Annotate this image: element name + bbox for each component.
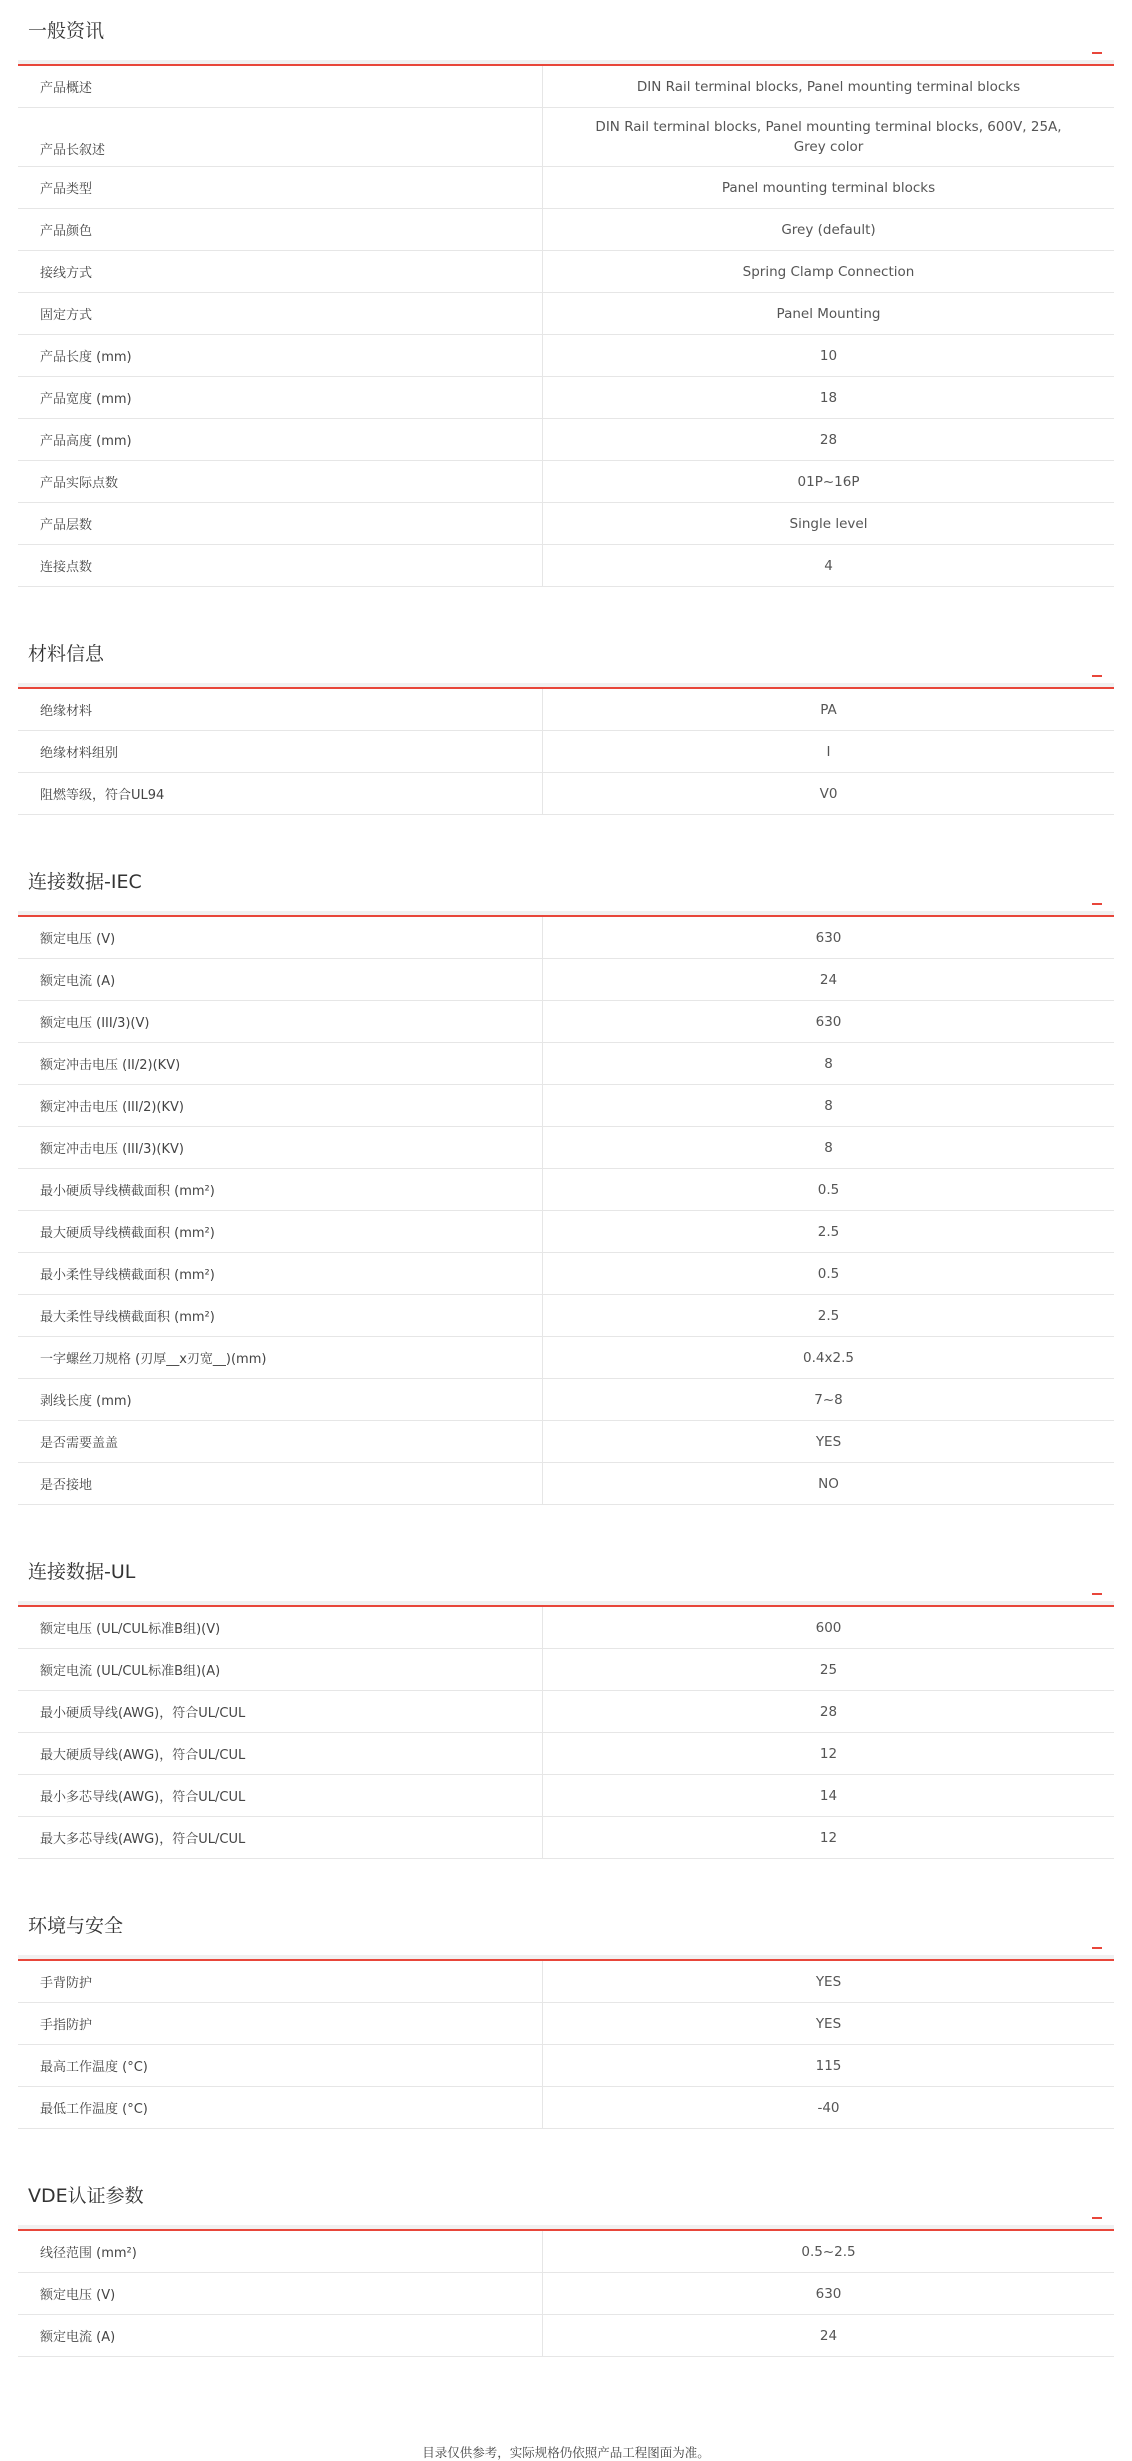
collapse-minus-icon[interactable] (1092, 52, 1102, 54)
spec-label: 最小柔性导线横截面积 (mm²) (18, 1253, 543, 1294)
spec-label: 产品颜色 (18, 209, 543, 250)
table-row (18, 1127, 1114, 1169)
spec-label: 产品高度 (mm) (18, 419, 543, 460)
table-row (18, 1295, 1114, 1337)
spec-label: 产品实际点数 (18, 461, 543, 502)
spec-label: 额定电压 (V) (18, 917, 543, 958)
collapse-minus-icon[interactable] (1092, 903, 1102, 905)
table-row (18, 209, 1114, 251)
spec-section (18, 623, 1114, 815)
spec-value: 8 (824, 1097, 833, 1114)
spec-label: 固定方式 (18, 293, 543, 334)
table-row (18, 2315, 1114, 2357)
spec-label: 产品长叙述 (18, 108, 543, 166)
table-row (18, 2231, 1114, 2273)
spec-value: Panel mounting terminal blocks (721, 179, 936, 196)
table-row (18, 1211, 1114, 1253)
spec-value: 01P~16P (797, 473, 860, 490)
spec-section (18, 851, 1114, 1505)
spec-value: I (826, 743, 831, 760)
spec-value: YES (815, 1973, 842, 1990)
table-row (18, 959, 1114, 1001)
spec-label: 额定冲击电压 (II/2)(KV) (18, 1043, 543, 1084)
spec-label: 阻燃等级，符合UL94 (18, 773, 543, 814)
spec-value: 0.5 (817, 1265, 840, 1282)
spec-label: 接线方式 (18, 251, 543, 292)
section-spacer (18, 1859, 1114, 1895)
spec-label: 手背防护 (18, 1961, 543, 2002)
spec-label: 额定电压 (V) (18, 2273, 543, 2314)
spec-label: 产品层数 (18, 503, 543, 544)
spec-value: 7~8 (814, 1391, 843, 1408)
table-row (18, 1817, 1114, 1859)
section-spacer (18, 1505, 1114, 1541)
spec-section (18, 1895, 1114, 2129)
spec-value: Single level (789, 515, 868, 532)
table-row (18, 1733, 1114, 1775)
section-spacer (18, 815, 1114, 851)
section-spacer (18, 587, 1114, 623)
table-row (18, 1253, 1114, 1295)
table-row (18, 2087, 1114, 2129)
spec-table (18, 689, 1114, 815)
table-row (18, 1649, 1114, 1691)
spec-label: 最大多芯导线(AWG)，符合UL/CUL (18, 1817, 543, 1858)
table-row (18, 66, 1114, 108)
spec-value: 24 (819, 2327, 838, 2344)
spec-value: 4 (824, 557, 833, 574)
spec-label: 额定电压 (UL/CUL标准B组)(V) (18, 1607, 543, 1648)
spec-label: 最小多芯导线(AWG)，符合UL/CUL (18, 1775, 543, 1816)
spec-value: V0 (819, 785, 838, 802)
table-row (18, 1379, 1114, 1421)
table-row (18, 917, 1114, 959)
spec-value: 8 (824, 1139, 833, 1156)
spec-label: 最高工作温度 (°C) (18, 2045, 543, 2086)
spec-label: 产品长度 (mm) (18, 335, 543, 376)
footnote: 目录仅供参考，实际规格仍依照产品工程图面为准。 (422, 2445, 710, 2460)
section-header[interactable] (18, 851, 1114, 917)
spec-label: 额定电压 (III/3)(V) (18, 1001, 543, 1042)
spec-value: 14 (819, 1787, 838, 1804)
spec-label: 额定冲击电压 (III/3)(KV) (18, 1127, 543, 1168)
spec-label: 额定冲击电压 (III/2)(KV) (18, 1085, 543, 1126)
spec-value: 630 (815, 929, 842, 946)
table-row (18, 1961, 1114, 2003)
spec-value: YES (815, 2015, 842, 2032)
section-spacer (18, 2357, 1114, 2393)
table-row (18, 167, 1114, 209)
spec-section (18, 1541, 1114, 1859)
spec-value: 24 (819, 971, 838, 988)
table-row (18, 1607, 1114, 1649)
collapse-minus-icon[interactable] (1092, 1947, 1102, 1949)
section-header[interactable] (18, 2165, 1114, 2231)
table-row (18, 1085, 1114, 1127)
spec-label: 是否需要盖盖 (18, 1421, 543, 1462)
table-row (18, 1691, 1114, 1733)
spec-label: 一字螺丝刀规格 (刃厚__x刃宽__)(mm) (18, 1337, 543, 1378)
table-row (18, 2003, 1114, 2045)
section-spacer (18, 2129, 1114, 2165)
spec-label: 额定电流 (UL/CUL标准B组)(A) (18, 1649, 543, 1690)
spec-value: NO (818, 1475, 839, 1492)
spec-section (18, 0, 1114, 587)
spec-table (18, 1607, 1114, 1859)
spec-value: 115 (815, 2057, 842, 2074)
section-title: VDE认证参数 (28, 2184, 144, 2207)
table-row (18, 731, 1114, 773)
spec-value: 2.5 (817, 1307, 840, 1324)
spec-value: 630 (815, 2285, 842, 2302)
table-row (18, 293, 1114, 335)
collapse-minus-icon[interactable] (1092, 675, 1102, 677)
spec-value: -40 (817, 2099, 840, 2116)
spec-label: 最小硬质导线(AWG)，符合UL/CUL (18, 1691, 543, 1732)
spec-label: 是否接地 (18, 1463, 543, 1504)
table-row (18, 689, 1114, 731)
table-row (18, 108, 1114, 167)
table-row (18, 1169, 1114, 1211)
spec-value: Panel Mounting (776, 305, 881, 322)
spec-label: 线径范围 (mm²) (18, 2231, 543, 2272)
table-row (18, 1337, 1114, 1379)
spec-label: 产品概述 (18, 66, 543, 107)
spec-label: 额定电流 (A) (18, 959, 543, 1000)
spec-value: 2.5 (817, 1223, 840, 1240)
spec-label: 手指防护 (18, 2003, 543, 2044)
table-row (18, 251, 1114, 293)
spec-value: 28 (819, 1703, 838, 1720)
table-row (18, 377, 1114, 419)
table-row (18, 545, 1114, 587)
section-header[interactable] (18, 623, 1114, 689)
spec-label: 剥线长度 (mm) (18, 1379, 543, 1420)
spec-value: 8 (824, 1055, 833, 1072)
table-row (18, 335, 1114, 377)
spec-value: YES (815, 1433, 842, 1450)
spec-table (18, 2231, 1114, 2357)
spec-table (18, 917, 1114, 1505)
table-row (18, 773, 1114, 815)
spec-label: 最大硬质导线(AWG)，符合UL/CUL (18, 1733, 543, 1774)
spec-value: DIN Rail terminal blocks, Panel mounting terminal blocks (636, 78, 1021, 95)
section-header[interactable] (18, 1541, 1114, 1607)
collapse-minus-icon[interactable] (1092, 1593, 1102, 1595)
spec-value: 12 (819, 1745, 838, 1762)
table-row (18, 461, 1114, 503)
section-title: 一般资讯 (28, 19, 105, 42)
section-title: 连接数据-UL (28, 1560, 136, 1583)
table-row (18, 1001, 1114, 1043)
table-row (18, 1421, 1114, 1463)
spec-value: 0.4x2.5 (803, 1349, 854, 1366)
spec-label: 产品类型 (18, 167, 543, 208)
table-row (18, 1463, 1114, 1505)
spec-label: 连接点数 (18, 545, 543, 586)
section-title: 材料信息 (28, 642, 105, 665)
section-title: 连接数据-IEC (28, 870, 142, 893)
spec-label: 最小硬质导线横截面积 (mm²) (18, 1169, 543, 1210)
spec-value: DIN Rail terminal blocks, Panel mounting terminal blocks, 600V, 25A, Grey color (595, 119, 1062, 155)
spec-value: Grey (default) (781, 221, 876, 238)
spec-value: 10 (819, 347, 838, 364)
spec-value: 12 (819, 1829, 838, 1846)
spec-label: 最大柔性导线横截面积 (mm²) (18, 1295, 543, 1336)
spec-label: 最大硬质导线横截面积 (mm²) (18, 1211, 543, 1252)
spec-value: 25 (819, 1661, 838, 1678)
spec-value: 18 (819, 389, 838, 406)
spec-table (18, 66, 1114, 587)
spec-section (18, 2165, 1114, 2357)
spec-value: 28 (819, 431, 838, 448)
spec-value: 0.5~2.5 (801, 2243, 856, 2260)
table-row (18, 1043, 1114, 1085)
table-row (18, 419, 1114, 461)
spec-value: Spring Clamp Connection (742, 263, 915, 280)
spec-label: 最低工作温度 (°C) (18, 2087, 543, 2128)
spec-table (18, 1961, 1114, 2129)
spec-value: PA (820, 701, 837, 718)
spec-label: 绝缘材料 (18, 689, 543, 730)
section-header[interactable] (18, 0, 1114, 66)
spec-value: 600 (815, 1619, 842, 1636)
spec-label: 绝缘材料组别 (18, 731, 543, 772)
table-row (18, 2273, 1114, 2315)
spec-value: 630 (815, 1013, 842, 1030)
table-row (18, 2045, 1114, 2087)
table-row (18, 503, 1114, 545)
section-title: 环境与安全 (28, 1914, 124, 1937)
section-header[interactable] (18, 1895, 1114, 1961)
table-row (18, 1775, 1114, 1817)
spec-value: 0.5 (817, 1181, 840, 1198)
spec-label: 额定电流 (A) (18, 2315, 543, 2356)
spec-label: 产品宽度 (mm) (18, 377, 543, 418)
collapse-minus-icon[interactable] (1092, 2217, 1102, 2219)
